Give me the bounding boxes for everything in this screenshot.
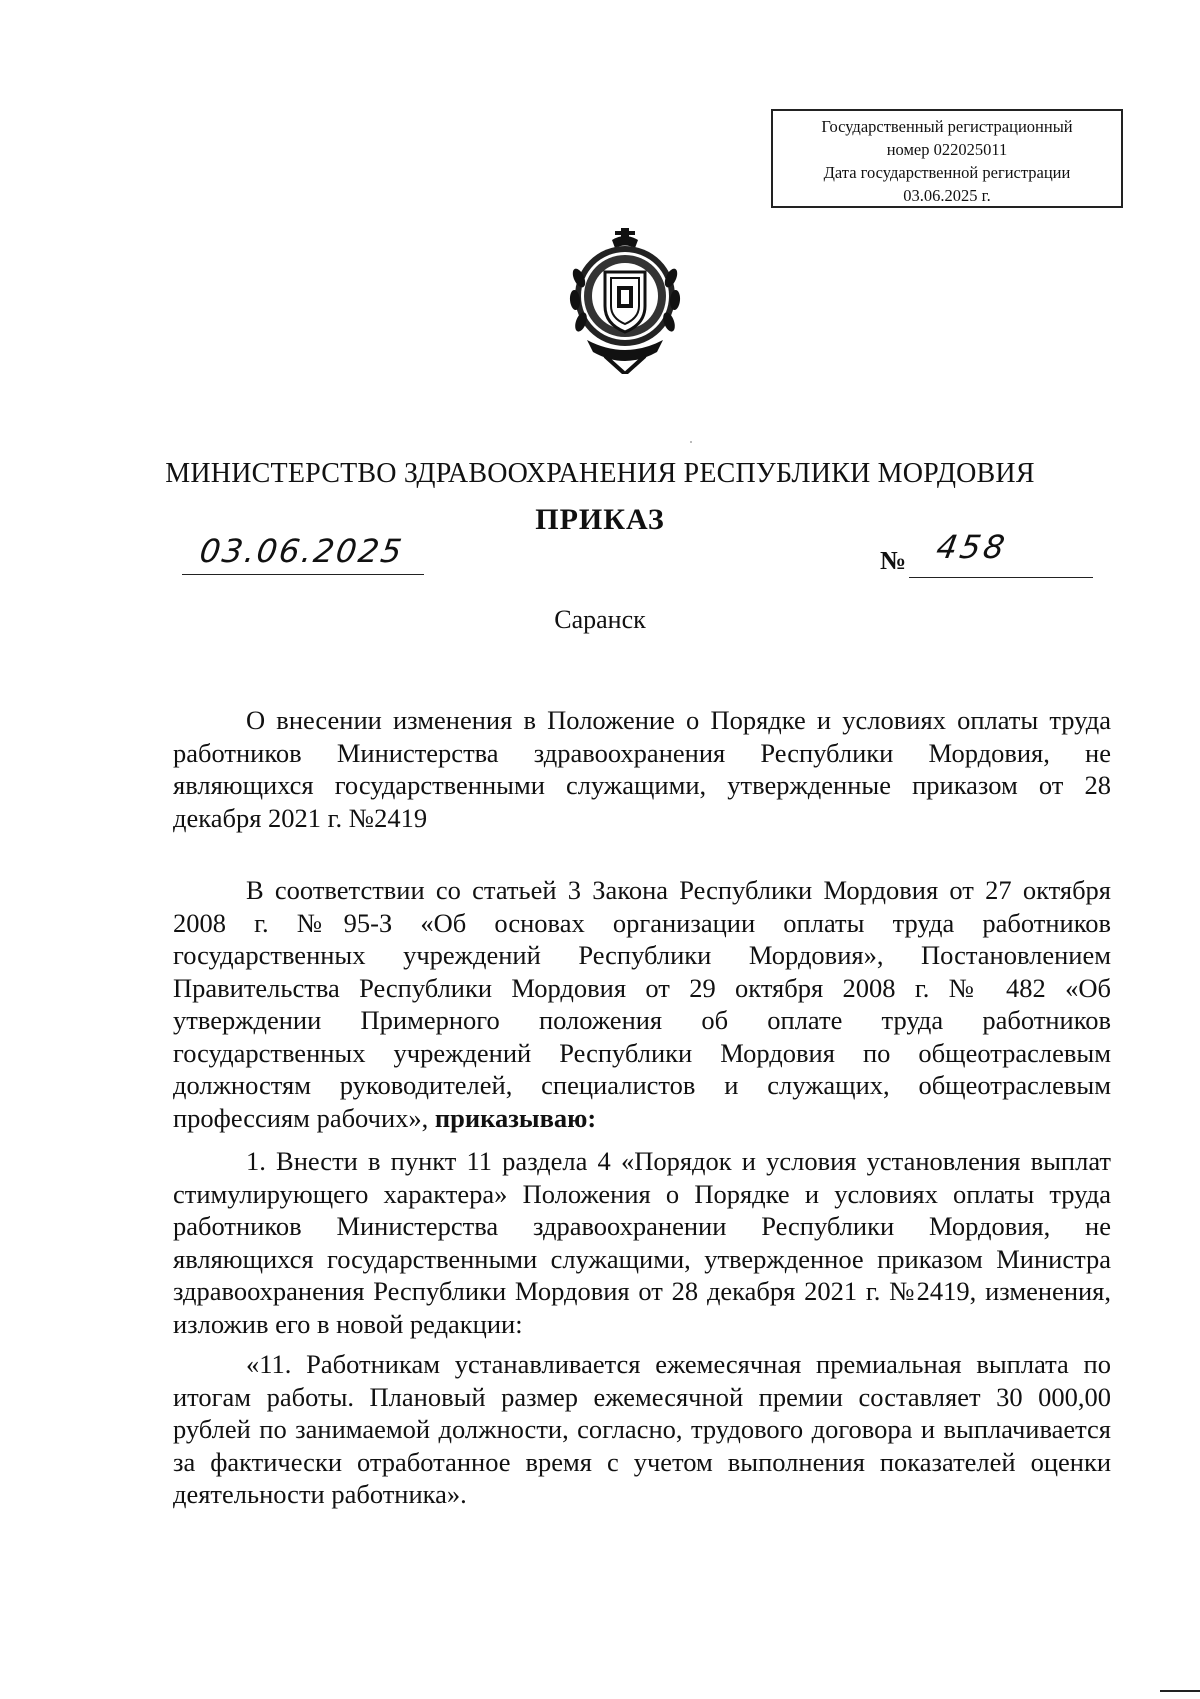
number-underline — [909, 577, 1093, 578]
registration-line-1: Государственный регистрационный — [821, 117, 1073, 136]
legal-basis-text: В соответствии со статьей 3 Закона Республики Мордовия от 27 октября 2008 г. №95-З «Об основах организации оплаты труда работников государственных учреждений Республики Мордовия», Постановлением Правительства Республики Мордовия от 29 октября 2008 г. № 482 «Об утверждении Примерного положения об оплате труда работников государственных учреждений Республики Мордовия по общеотраслевым должностям руководителей, специалистов и служащих, общеотраслевым профессиям рабочих», — [173, 875, 1111, 1133]
date-underline — [182, 574, 424, 575]
legal-basis-paragraph — [173, 874, 1111, 1134]
coat-of-arms-icon — [565, 228, 685, 374]
scan-speck — [690, 441, 692, 443]
registration-line-3: Дата государственной регистрации — [823, 163, 1071, 182]
registration-line-2: номер 022025011 — [886, 140, 1008, 159]
order-title: ПРИКАЗ — [535, 503, 665, 536]
order-number-sign: № — [880, 546, 907, 575]
registration-line-4: 03.06.2025 г. — [903, 186, 991, 205]
handwritten-order-number: 458 — [933, 528, 1011, 566]
handwritten-order-date: 03.06.2025 — [197, 532, 406, 570]
registration-stamp-box — [771, 109, 1123, 208]
order-command: приказываю: — [434, 1102, 597, 1133]
amended-clause-quote: «11. Работникам устанавливается ежемесячная премиальная выплата по итогам работы. Плановый размер ежемесячной премии составляет 30 000,00 рублей по занимаемой должности, согласно, трудового договора и выплачивается за фактически отработанное время с учетом выполнения показателей оценки деятельности работника». — [173, 1349, 1111, 1509]
ministry-title: МИНИСТЕРСТВО ЗДРАВООХРАНЕНИЯ РЕСПУБЛИКИ МОРДОВИЯ — [165, 458, 1035, 489]
order-item-1: 1. Внести в пункт 11 раздела 4 «Порядок и условия установления выплат стимулирующего характера» Положения о Порядке и условиях оплаты труда работников Министерства здравоохранении Республики Мордовия, не являющихся государственными служащими, утвержденное приказом Министра здравоохранения Республики Мордовия от 28 декабря 2021 г. №2419, изменения, изложив его в новой редакции: — [173, 1146, 1111, 1339]
city-name: Саранск — [554, 605, 646, 634]
page-corner-mark — [1160, 1690, 1200, 1692]
order-subject: О внесении изменения в Положение о Порядке и условиях оплаты труда работников Министерства здравоохранения Республики Мордовия, не являющихся государственными служащими, утвержденные приказом от 28 декабря 2021 г. №2419 — [173, 705, 1111, 833]
